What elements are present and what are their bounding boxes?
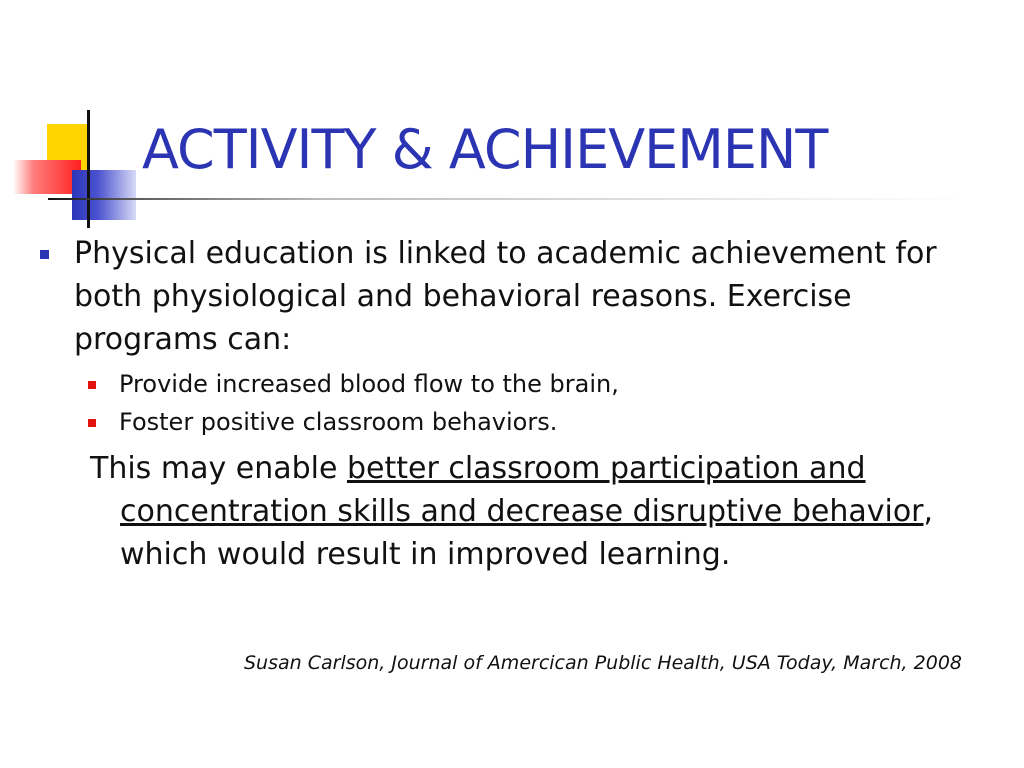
slide-title: ACTIVITY & ACHIEVEMENT: [142, 118, 828, 181]
sub-bullet: [36, 365, 996, 403]
blue-square-decoration: [72, 170, 136, 220]
vertical-rule: [87, 110, 90, 228]
sub-bullet: [36, 403, 996, 441]
slide-body: [36, 232, 996, 576]
square-bullet-icon: [88, 419, 96, 427]
main-bullet: [36, 232, 996, 361]
square-bullet-icon: [40, 250, 49, 259]
followup-prefix: This may enable: [90, 451, 347, 486]
sub-bullet-text: Foster positive classroom behaviors.: [119, 408, 558, 436]
sub-bullet-text: Provide increased blood flow to the brain,: [119, 370, 619, 398]
red-square-decoration: [13, 160, 81, 194]
title-underline-rule: [48, 198, 968, 200]
followup-suffix: , which would result in improved learning.: [120, 494, 934, 572]
citation: Susan Carlson, Journal of Amercican Public Health, USA Today, March, 2008: [244, 652, 962, 674]
followup-paragraph: [36, 447, 996, 576]
main-bullet-text: Physical education is linked to academic achievement for both physiological and behavioral reasons. Exercise programs can:: [74, 236, 937, 357]
square-bullet-icon: [88, 381, 96, 389]
followup-underlined: better classroom participation and concentration skills and decrease disruptive behavior: [120, 451, 924, 529]
